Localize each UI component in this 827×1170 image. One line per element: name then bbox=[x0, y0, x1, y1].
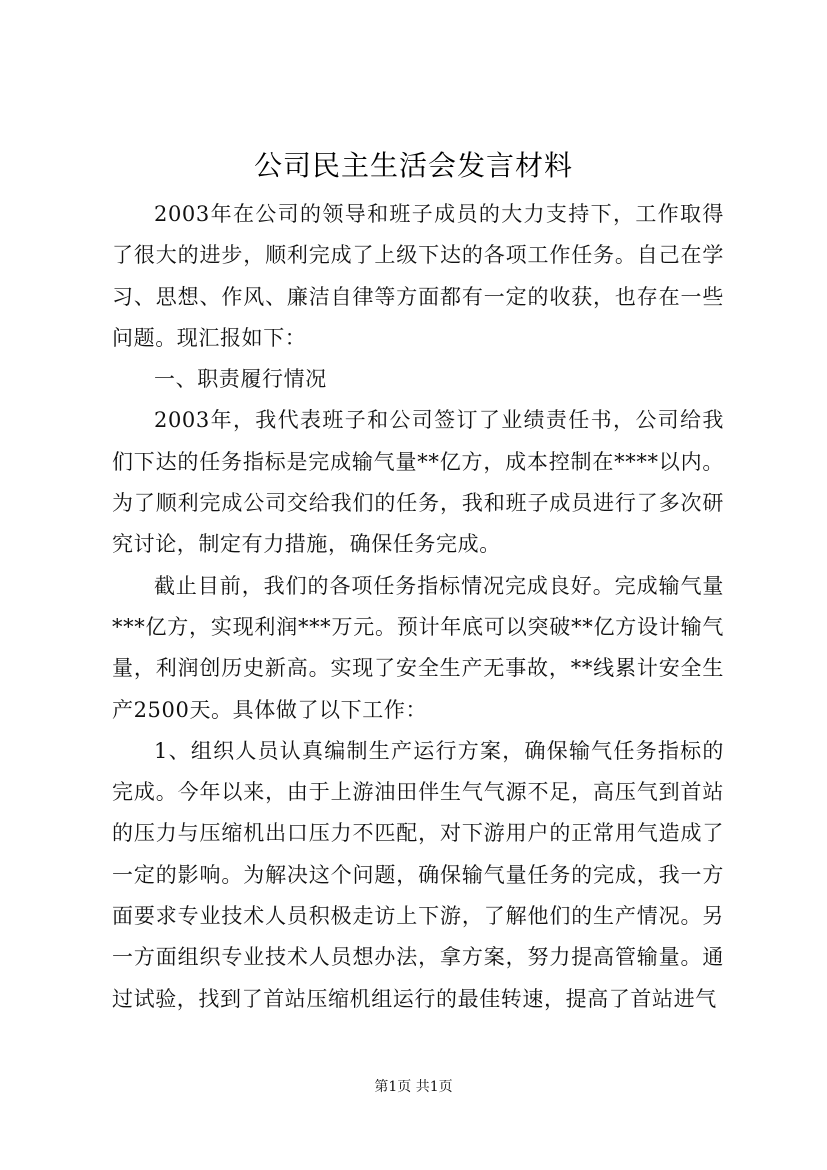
page-footer: 第1页 共1页 bbox=[374, 1079, 453, 1095]
paragraph-work-item-1: 1、组织人员认真编制生产运行方案，确保输气任务指标的完成。今年以来，由于上游油田伴生气气源不足，高压气到首站的压力与压缩机出口压力不匹配，对下游用户的正常用气造成了一定的影响。为解决这个问题，确保输气量任务的完成，我一方面要求专业技术人员积极走访上下游，了解他们的生产情况。另一方面组织专业技术人员想办法，拿方案，努力提高管输量。通过试验，找到了首站压缩机组运行的最佳转速，提高了首站进气 bbox=[112, 738, 724, 1011]
section-heading-duties: 一、职责履行情况 bbox=[154, 367, 327, 392]
paragraph-results: 截止目前，我们的各项任务指标情况完成良好。完成输气量***亿方，实现利润***万元。预计年底可以突破**亿方设计输气量，利润创历史新高。实现了安全生产无事故，**线累计安全生产2500天。具体做了以下工作： bbox=[112, 573, 724, 722]
document-body bbox=[112, 194, 724, 1020]
document-title: 公司民主生活会发言材料 bbox=[253, 149, 573, 182]
paragraph-responsibility: 2003年，我代表班子和公司签订了业绩责任书，公司给我们下达的任务指标是完成输气量**亿方，成本控制在****以内。为了顺利完成公司交给我们的任务，我和班子成员进行了多次研究讨论，制定有力措施，确保任务完成。 bbox=[112, 408, 724, 557]
paragraph-intro: 2003年在公司的领导和班子成员的大力支持下，工作取得了很大的进步，顺利完成了上级下达的各项工作任务。自己在学习、思想、作风、廉洁自律等方面都有一定的收获，也存在一些问题。现汇报如下： bbox=[112, 202, 724, 350]
